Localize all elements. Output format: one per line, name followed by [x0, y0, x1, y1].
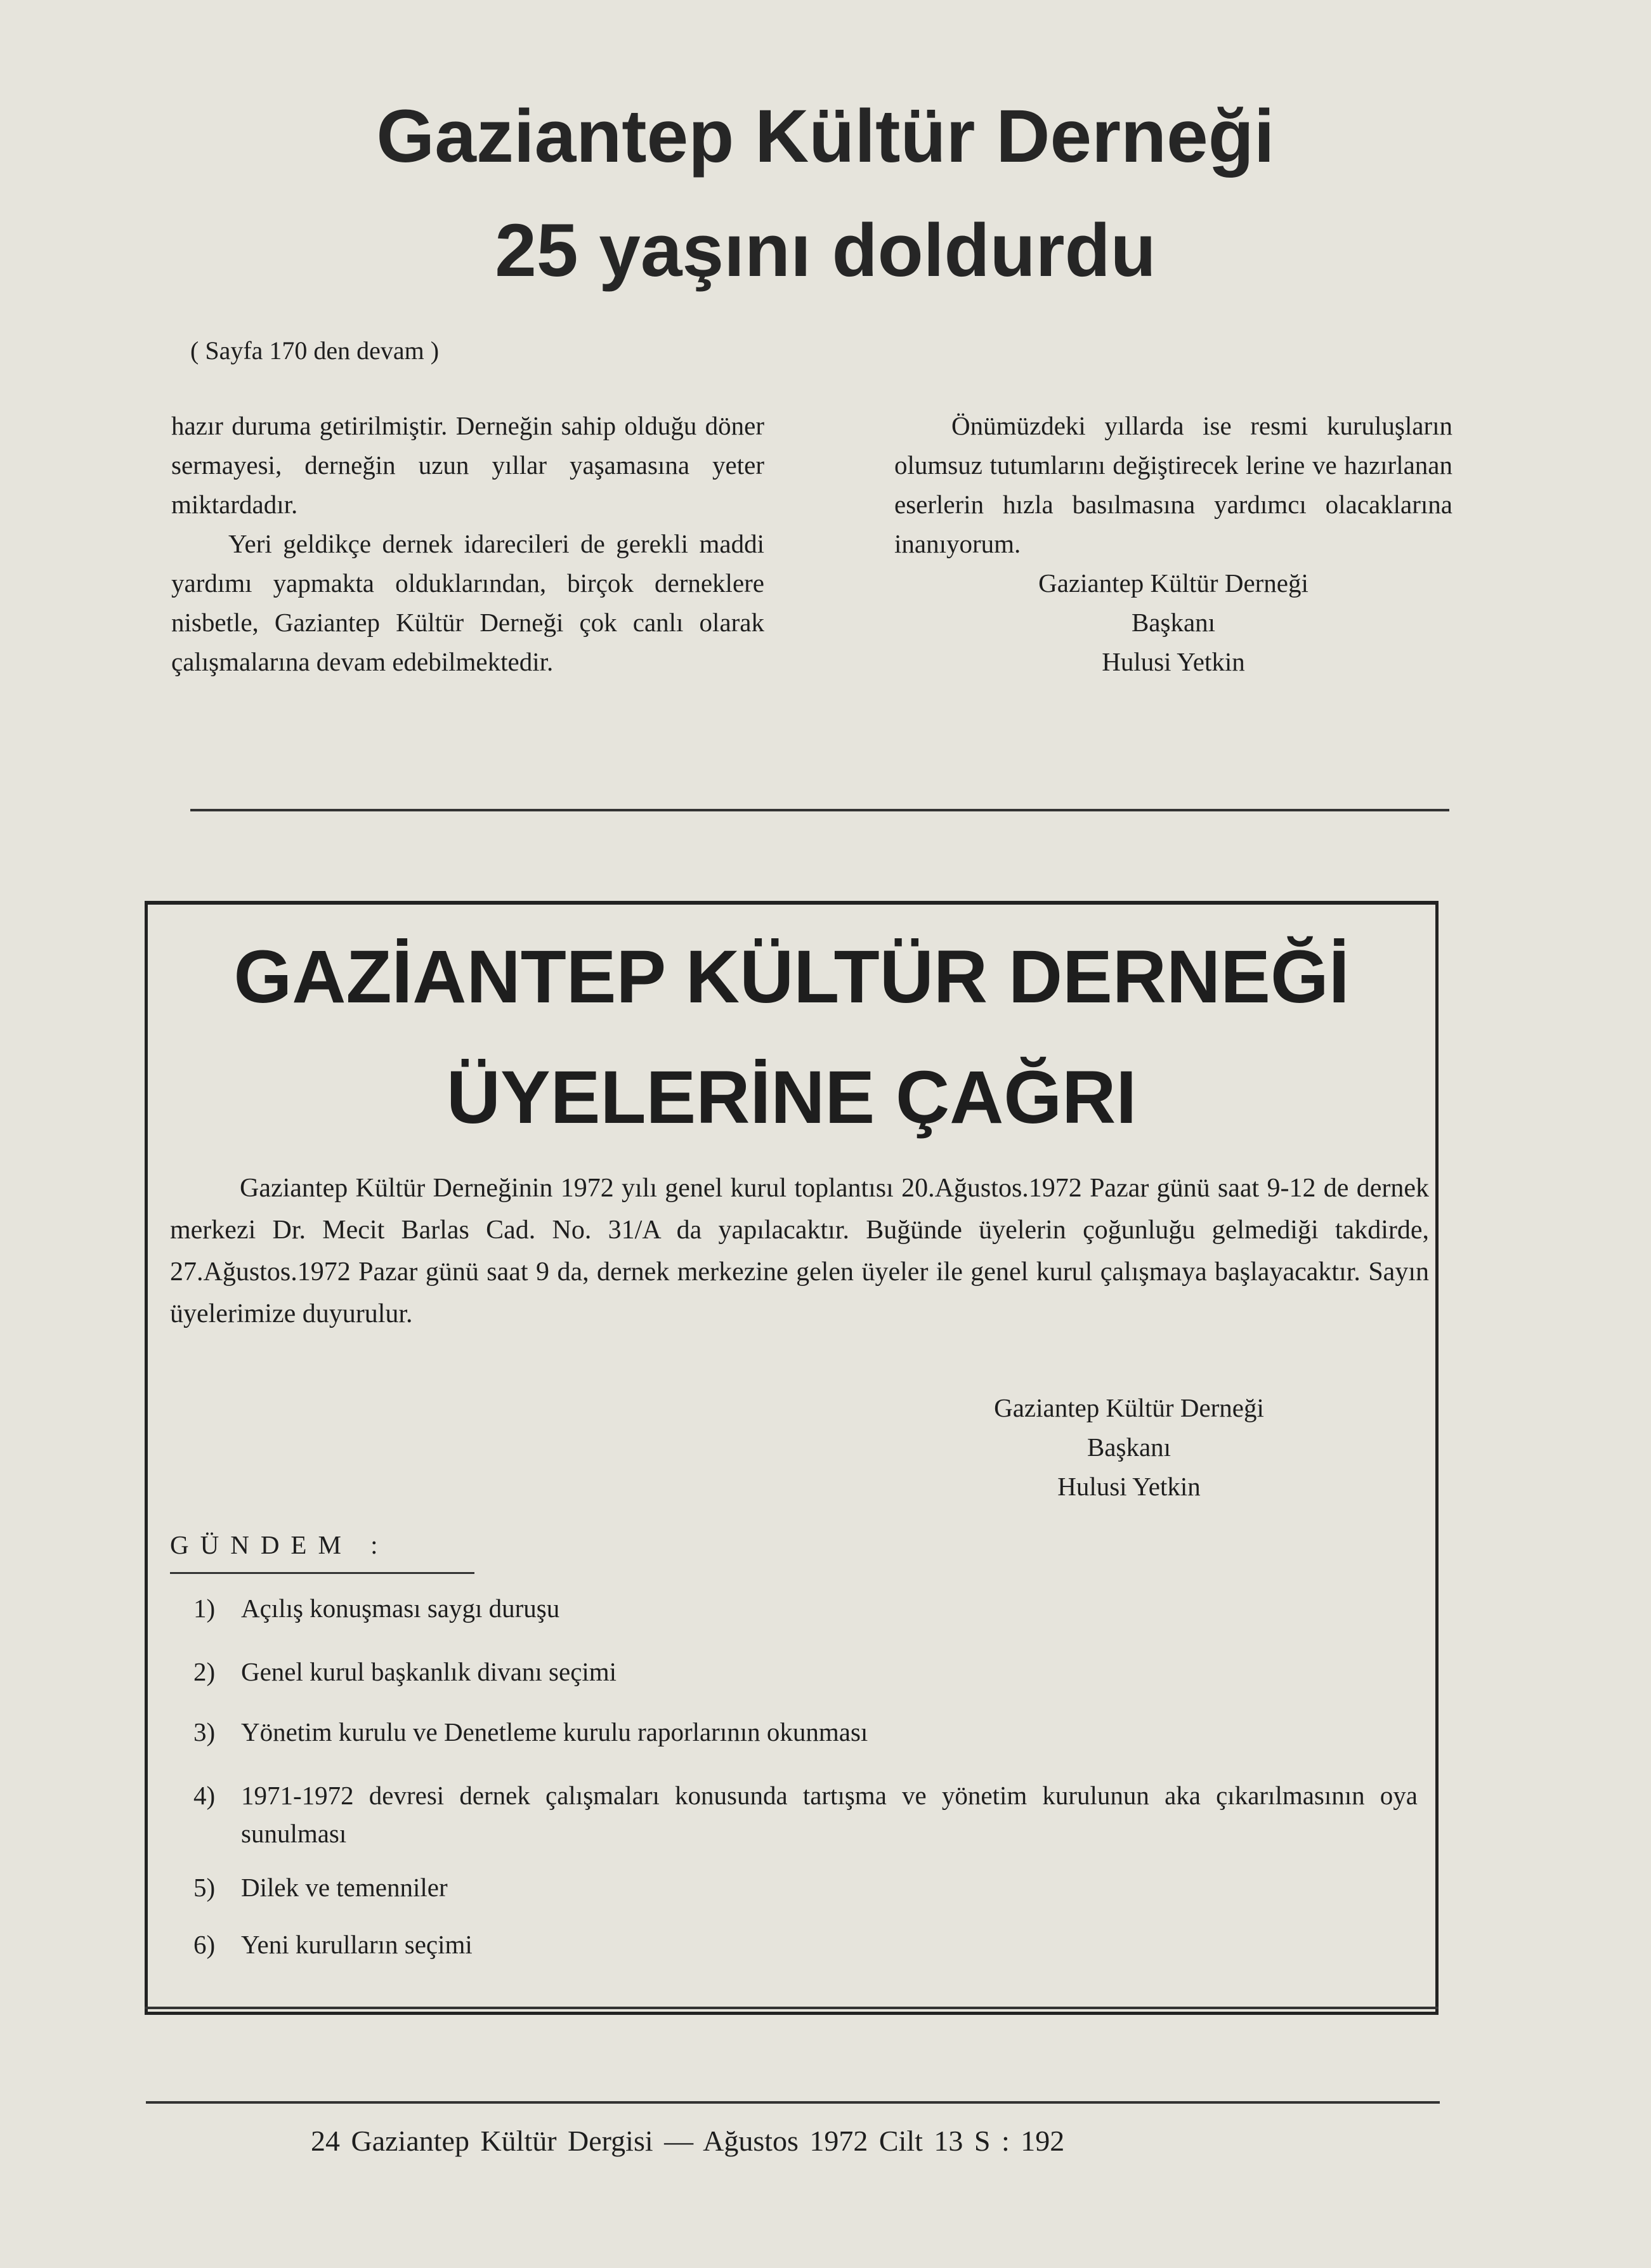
announcement-signature-role: Başkanı: [1087, 1432, 1171, 1462]
agenda-item-number: 3): [193, 1717, 216, 1747]
article-signature: [894, 563, 1452, 681]
agenda-item: [193, 1589, 559, 1627]
agenda-underline: [170, 1572, 474, 1574]
agenda-item-number: 1): [193, 1594, 216, 1623]
agenda-item-number: 6): [193, 1930, 216, 1959]
announcement-signature: [825, 1388, 1433, 1506]
agenda-label: GÜNDEM :: [170, 1530, 389, 1559]
agenda-item-number: 2): [193, 1657, 216, 1686]
signature-role: Başkanı: [1131, 608, 1216, 637]
agenda-item-text: 1971-1972 devresi dernek çalışmaları konusunda tartışma ve yönetim kurulunun aka çıkarılmasının oya sunulması: [241, 1781, 1418, 1848]
agenda-item: [193, 1653, 617, 1691]
continued-note: ( Sayfa 170 den devam ): [190, 336, 440, 365]
announcement-body: [170, 1167, 1429, 1335]
article-title-line1: Gaziantep Kültür Derneği: [376, 95, 1275, 178]
agenda-item: [193, 1713, 868, 1751]
section-divider: [190, 809, 1449, 811]
announcement-heading-line2: ÜYELERİNE ÇAĞRI: [446, 1056, 1137, 1139]
agenda-item-number: 5): [193, 1873, 216, 1902]
right-paragraph-1: Önümüzdeki yıllarda ise resmi kuruluşların olumsuz tutumlarını değiştirecek lerine ve hazırlanan eserlerin hızla basılmasına yardımcı olacaklarına inanıyorum.: [894, 411, 1452, 558]
left-paragraph-2: Yeri geldikçe dernek idarecileri de gerekli maddi yardımı yapmakta olduklarından, birçok derneklere nisbetle, Gaziantep Kültür Derneği çok canlı olarak çalışmalarına devam edebilmektedir.: [171, 529, 764, 676]
article-right-column: [894, 406, 1452, 681]
footer-rule: [146, 2101, 1440, 2104]
announcement-signature-org: Gaziantep Kültür Derneği: [994, 1393, 1264, 1422]
agenda-item-text: Açılış konuşması saygı duruşu: [241, 1594, 560, 1623]
announcement-signature-name: Hulusi Yetkin: [1057, 1472, 1201, 1501]
agenda-item: [193, 1868, 448, 1906]
signature-org: Gaziantep Kültür Derneği: [1038, 568, 1308, 598]
agenda-item: [193, 1925, 473, 1963]
left-paragraph-1: hazır duruma getirilmiştir. Derneğin sahip olduğu döner sermayesi, derneğin uzun yıllar yaşamasına yeter miktardadır.: [171, 411, 764, 519]
agenda-item-number: 4): [193, 1781, 216, 1810]
signature-name: Hulusi Yetkin: [1102, 647, 1245, 676]
article-left-column: [171, 406, 764, 681]
page-footer: 24 Gaziantep Kültür Dergisi — Ağustos 1972 Cilt 13 S : 192: [311, 2125, 1065, 2157]
agenda-item-text: Dilek ve temenniler: [241, 1873, 448, 1902]
agenda-item-text: Yeni kurulların seçimi: [241, 1930, 473, 1959]
article-title-line2: 25 yaşını doldurdu: [495, 209, 1156, 292]
agenda-item-text: Genel kurul başkanlık divanı seçimi: [241, 1657, 617, 1686]
announcement-heading-line1: GAZİANTEP KÜLTÜR DERNEĞİ: [233, 935, 1350, 1019]
announcement-text: Gaziantep Kültür Derneğinin 1972 yılı genel kurul toplantısı 20.Ağustos.1972 Pazar günü saat 9-12 de dernek merkezi Dr. Mecit Barlas Cad. No. 31/A da yapılacaktır. Buğünde üyelerin çoğunluğu gelmediği takdirde, 27.Ağustos.1972 Pazar günü saat 9 da, dernek merkezine gelen üyeler ile genel kurul çalışmaya başlayacaktır. Sayın üyelerimize duyurulur.: [170, 1174, 1429, 1328]
agenda-item-text: Yönetim kurulu ve Denetleme kurulu raporlarının okunması: [241, 1717, 868, 1747]
box-bottom-rule: [145, 2007, 1439, 2009]
agenda-item: [193, 1776, 1418, 1852]
